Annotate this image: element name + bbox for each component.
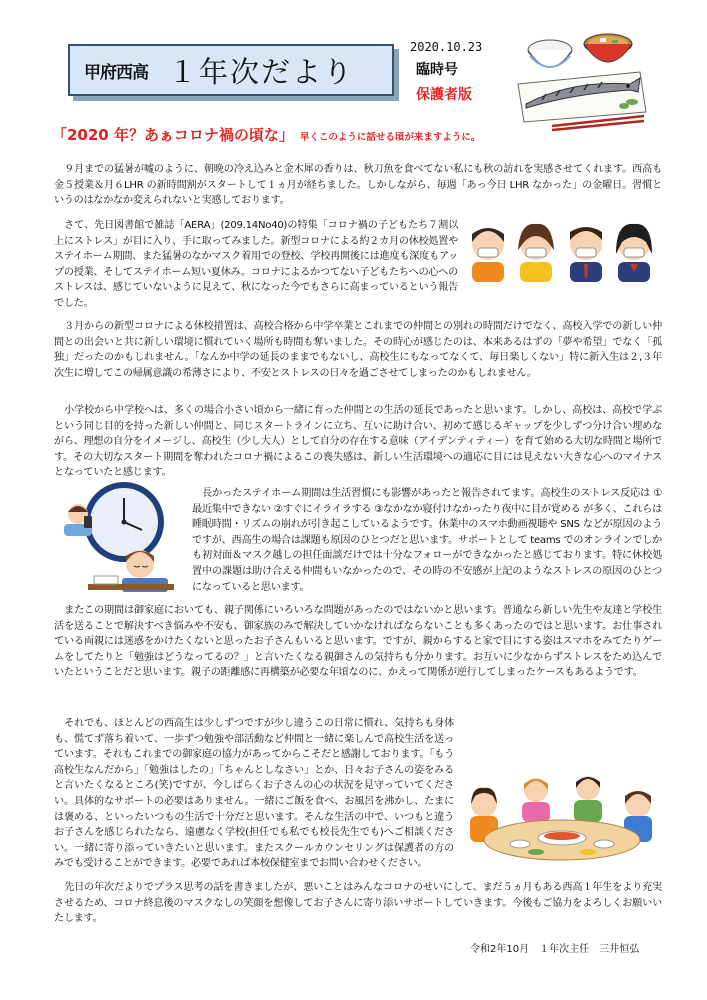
headline-main: 「2020 年？あぁコロナ禍の頃な」 xyxy=(52,126,294,144)
paragraph-family: またこの期間は御家庭においても、親子関係にいろいろな問題があったのではないかと思います。普通なら新しい先生や友達と学校生活を送ることで解決すべき悩みや不安も、御家族のみで解決していかなければならないことも多くあったのではと思います。お仕事されている両親には迷惑をかけたくないと思ったお子さんもいると思います。ですが、親からすると家で目にする姿はスマホをみてたりゲームをしてたりと「勉強はどうなってるの？」と言いたくなる親御さんの気持ちも分かります。お互いに少なからずストレスをため込んでいたということだと思います。親子の距離感に再構築が必要な年頃なのに、かえって関係が逆行してしまったケースもあるようです。 xyxy=(54,605,662,679)
issue-meta xyxy=(410,40,510,104)
paragraph-highschool: 小学校から中学校へは、多くの場合小さい頃から一緒に育った仲間との生活の延長であったと思います。しかし、高校は、高校で学ぶという同じ目的を持った新しい仲間と、同じスタートラインに立ち、互いに助け合い、初めて感じるギャップを少しずつ分け合い埋めながら、理想の自分をイメージし、高校生（少し大人）として自分の存在する意味（アイデンティティー）を育て始める大切な時間と場所です。その大切なスタート期間を奪われたコロナ禍によるこの喪失感は、新しい生活環境への適応に目には見えない大きな心へのマイナスとなっていたと感じます。 xyxy=(54,405,662,479)
paragraph-closure: ３月からの新型コロナによる休校措置は、高校合格から中学卒業とこれまでの仲間との別れの時間だけでなく、高校入学での新しい仲間との出会いと共に新しい環境に慣れていく場所も時間も奪いました。その時心が感じたのは、本来あるはずの「夢や希望」でなく「孤独」だったのかもしれません。「なんか中学の延長のままでもないし、高校生にもなってなくて、毎日楽しくない」特に新入生は２,３年次生に増してこの帰属意識の希薄さにより、不安とストレスの日々を過ごさせてしまったのかもしれません。 xyxy=(54,321,662,379)
title-box xyxy=(68,44,394,96)
sleepy-student-desk-icon xyxy=(88,550,174,592)
signature xyxy=(470,940,639,955)
paragraph-aera xyxy=(54,218,662,312)
family-dinner-illustration xyxy=(462,764,662,868)
paragraph-support xyxy=(54,716,662,872)
paragraph-closing: 先日の年次だよりでプラス思考の話を書きましたが、悪いことはみんなコロナのせいにして、まだ５ヵ月もある西高１年生をより充実させるため、コロナ終息後のマスクなしの笑顔を想像してお子さんに寄り添いサポートしていきます。今後もご協力をよろしくお願いいたします。 xyxy=(54,882,662,925)
headline xyxy=(52,124,692,145)
issue-type: 臨時号 xyxy=(416,62,458,78)
signature-date: 令和2年10月 xyxy=(470,944,530,955)
saury-plate-icon xyxy=(518,72,646,122)
soup-bowl-icon xyxy=(584,34,632,62)
dinner-table-icon xyxy=(484,820,640,860)
paragraph-aera-text: さて、先日図書館で雑誌「AERA」(209.14No40)の特集「コロナ禍の子どもたち７割以上にストレス」が目に入り、手に取ってみました。新型コロナによる約２カ月の休校処置やステイホーム期間、また猛暑のなかマスク着用での登校、学校再開後には進度も深度もアップの授業、そしてステイホーム短い夏休み。コロナによるかつてない子どもたちへの心へのストレスは、感じていないように見えて、秋になった今でもさらに高まっているという報告でした。 xyxy=(54,220,458,309)
student-boy-2-icon xyxy=(570,227,602,282)
student-girl-2-icon xyxy=(616,224,652,282)
edition-label: 保護者版 xyxy=(416,87,472,103)
student-boy-1-icon xyxy=(472,228,504,282)
student-girl-1-icon xyxy=(518,224,554,282)
sleepless-student-illustration xyxy=(54,480,182,592)
paragraph-support-text: それでも、ほとんどの西高生は少しずつですが少し違うこの日常に慣れ、気持ちも身体も、慌てず落ち着いて、一歩ずつ勉強や部活動など仲間と一緒に楽しんで高校生活を送っています。それもこれまでの御家庭の協力があってからこそだと感謝しております。「もう高校生なんだから」「勉強はしたの」「ちゃんとしなさい」とか、日々お子さんの姿をみると言いたくなるところ(笑)ですが、今しばらくお子さんの心の状況を見守っていてください。具体的なサポートの必要はありません。一緒にご飯を食べ、お風呂を沸かし、たまには褒める、といったいつもの生活で十分だと思います。そんな生活の中で、いつもと違うお子さんを感じられたなら、遠慮なく学校(担任でも私でも校長先生でも)へご相談ください。一緒に寄り添っていきたいと思います。またスクールカウンセリングは保護者の方のみでも受けることができます。必要であれば本校保健室までお問い合わせください。 xyxy=(54,718,454,870)
signature-name: 三井恒弘 xyxy=(599,944,640,955)
night-clock-icon xyxy=(84,482,164,562)
family-member-back-right-icon xyxy=(574,776,602,822)
family-member-back-left-icon xyxy=(522,778,550,822)
rice-bowl-icon xyxy=(528,40,572,67)
autumn-meal-illustration xyxy=(512,22,652,132)
school-name: 甲府西高 xyxy=(84,62,148,83)
issue-date: 2020.10.23 xyxy=(410,40,483,54)
masked-students-illustration xyxy=(464,220,660,282)
signature-role: １年次主任 xyxy=(539,944,590,955)
headline-sub: 早くこのように話せる頃が来ますように。 xyxy=(299,132,481,143)
paragraph-stress xyxy=(54,486,662,595)
paragraph-intro: ９月までの猛暑が嘘のように、朝晩の冷え込みと金木犀の香りは、秋刀魚を食べてない私にも秋の訪れを実感させてくれます。西高も金５授業＆月６LHR の新時間割がスタートして１ヵ月が経ちました。しかしながら、毎週「あっ今日 LHR なかった」の金曜日。習慣というのはなかなか変えられないと実感しております。 xyxy=(54,164,662,207)
paragraph-stress-text: 長かったステイホーム期間は生活習慣にも影響があったと報告されてます。高校生のストレス反応は ①最近集中できない ②すぐにイライラする ③なかなか寝付けなかったり夜中に目が覚める が多く、これらは睡眠時間・リズムの崩れが引き起こしているようです。休業中のスマホ動画視聴や SNS などが原因のようですが、西高生の場合は課題も原因のひとつだと思います。サポートとして teams でのオンラインでしかも初対面＆マスク越しの担任面談だけでは十分なフォローができなかったと感じております。特に休校処置中の課題は助け合える仲間もいなかったので、その時の不安感が上記のようなストレスの原因のひとつになっていると思います。 xyxy=(192,488,662,593)
newsletter-title: １年次だより xyxy=(168,54,355,89)
